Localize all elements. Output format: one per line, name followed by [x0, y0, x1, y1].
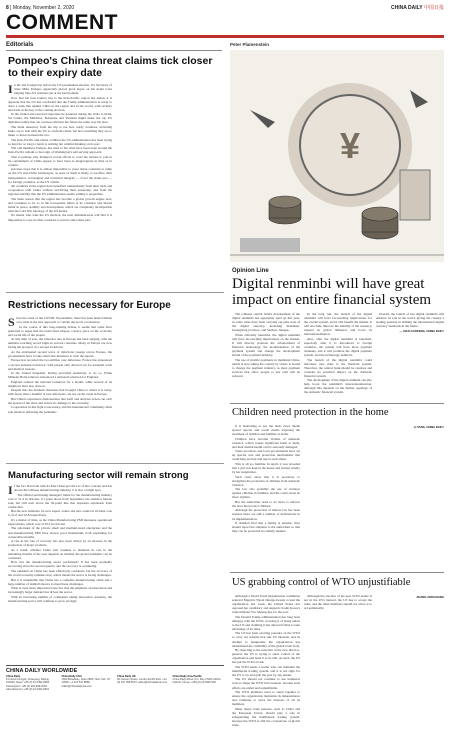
- editorial-2-col-2: [116, 316, 220, 456]
- editorial1-paragraph: previous stops that it is almost impossible to press Asian countries to jump on the US anti-China bandwagon, as none of them is likely to sacrifice their independence, sovereignty and territorial integrity — if not the status quo — for foreign countries, as the US claims.: [8, 167, 112, 184]
- wto-byline: ZHANG ZHOUXIANG: [416, 595, 444, 599]
- editorial-3-col-2: [116, 484, 220, 660]
- editorial-2-col-1: [8, 316, 112, 456]
- opinion-paragraph: When officially launched, the digital renminbi will have far-reaching implications on the market. It will directly promote the advancement of financial technology, the modernization of the payment system and change the development model of the payment industry.: [232, 332, 300, 357]
- editorial3-paragraph: If the fact that trade with its East China province is of dire concern and has shown the Chinese manufacturing industry, it is also a bright spot.: [8, 484, 112, 497]
- children-paragraph: Such cases show that it is necessary to strengthen the protection of children from domestic violence.: [232, 474, 300, 487]
- wto-paragraph: The Donald Trump administration has long been unhappy with the WTO, accusing it of being unfair to the US and claiming it has allowed China to take advantage of its rules.: [232, 614, 300, 631]
- editorial-2-title: Restrictions necessary for Europe: [8, 300, 171, 311]
- page-number: 8: [6, 4, 9, 11]
- children-byline: LI YANG, CHINA DAILY: [413, 425, 444, 429]
- editorial3-paragraph: The official purchasing managers' index for the manufacturing industry rose to 51.4 in October, 0.1 point down from September, the statistics bureau said, but still well above the 50-point line that separates expansion from contraction.: [8, 492, 112, 509]
- editorial1-paragraph: That is perhaps why Pompeo's recent efforts to court the nations to join in its containment of China appear to have been as inappropriate in time as in content.: [8, 154, 112, 167]
- page-date: Monday, November 2, 2020: [12, 4, 75, 11]
- editorial-1-title: Pompeo's China threat claims tick closer to their expiry date: [8, 55, 213, 79]
- worldwide-footer: [6, 665, 224, 741]
- editorial-3-title: Manufacturing sector will remain strong: [8, 470, 189, 481]
- page-header: 8 | Monday, November 2, 2020 CHINA DAILY 中国日报: [6, 4, 444, 11]
- paper-name-cn: 中国日报: [423, 5, 444, 11]
- opinion-paragraph: The Chinese central bank's development of the digital renminbi has apparently sped up this year, as some cities have been carrying out pilot tests of the digital currency, including Shenzhen, Guangdong province, and Suzhou, Jiangsu.: [232, 312, 300, 333]
- opinion-paragraph: Also, after the digital renminbi is launched, especially after it is introduced to foreign countries, the system will have more payment channels, and it will promote the digital payment system, and the technology behind it.: [304, 336, 372, 357]
- editorial2-paragraph: England ordered the national lockdown for a month, while several of its neighbors have also done so.: [8, 379, 112, 388]
- editorial1-drop-cap: I: [8, 83, 13, 96]
- children-paragraph: The law also prohibits the use of violence against children in families, and the courts must be more vigilant.: [232, 487, 300, 500]
- editorial3-paragraph: The epidemic in China has been effectively contained, but the recovery of the world economy remains slow, which means the sector is facing challenges.: [8, 568, 112, 577]
- children-paragraph: It is heartening to see the mass news media spread reports and social media exposing the treatment of children and families at home.: [232, 424, 300, 437]
- editorial3-paragraph: As a result, whether China will continue to maintain its rate in the remaining months of the year depends on whether the global pandemic can be contained.: [8, 547, 112, 560]
- editorial-3-col-1: [8, 484, 112, 660]
- opinion-paragraph: The development of the digital renminbi can also help boost the renminbi's internationalization, although this depends on the further openings of the domestic financial system.: [304, 378, 372, 395]
- editorial2-paragraph: In the course of this long-running debate, it seems that some have preferred to argue that the restrictions impose a heavy price on the economy and social life of the people.: [8, 324, 112, 337]
- editorials-rule: [6, 50, 222, 51]
- opinion-paragraph: Overall, the launch of the digital renminbi will enhance its role in the world, giving the country a leading position in shifting the international digital currency standards in the future.: [376, 312, 444, 329]
- opinion-col-3: [376, 312, 444, 400]
- editorial1-paragraph: Now that his four-country trip to the Indo-Pacific region has ended, it is apparent that the US has concluded that the Trump administration is ready to draw a stark line against China in the region and in the world, with security and trade as the key to the coming election.: [8, 95, 112, 112]
- opinion-col-2: [304, 312, 372, 400]
- footer-col-2: China Daily USA 1500 Broadway, Suite 2800, New York, NY 10036. +1 212 537 8888. editor@chinadailyusa.com: [61, 675, 111, 688]
- opinion-title: Digital renminbi will have great impact on entire financial system: [232, 276, 432, 308]
- divider-4: [230, 572, 444, 573]
- wto-paragraph: Although a World Trade Organization committee selected Nigeria's Ngozi Okonjo-Iweala to lead the organization last week, the United States has opposed her candidacy and supports South Korea's trade minister Yoo Myung-hee for the post.: [232, 594, 300, 615]
- editorial2-paragraph: In the United Kingdom, having prevailed tentatively to do so, Prime Minister Boris Johnson announced a national lockdown for England.: [8, 371, 112, 380]
- children-col-3: [376, 424, 444, 562]
- wto-paragraph: By objecting to the selection of the new director-general, the US is trying to seize control of the organization and bend it to its will. As such, the US has put the WTO at risk.: [232, 648, 300, 665]
- editorial3-paragraph: The sub-index of the private small and medium-sized enterprises and the non-manufacturing PMI have shown good momentum, both expanding for consecutive months.: [8, 526, 112, 539]
- section-masthead: COMMENT: [6, 11, 118, 34]
- editorial3-paragraph: It's a matter of time, as the China Manufacturing PMI measures operational expectations, which rose at 59.3 in October.: [8, 517, 112, 526]
- children-paragraph: Although the protection of minors law has been revised, there are still a number of deficiencies in its implementation.: [232, 508, 300, 521]
- children-paragraph: But the authorities need to do more to enforce the laws that protect children.: [232, 499, 300, 508]
- editorial3-paragraph: But it is undeniable that China has a complete manufacturing chain and a large number of skilled laborers to meet these challenges.: [8, 577, 112, 586]
- editorial3-paragraph: A rise in the rate of recovery has also been driven by an increase in the production of major products.: [8, 539, 112, 548]
- wto-paragraph: Other major trade partners, such as China and the European Union, should play a role in safeguarding the multilateral trading system, because the WTO is still the cornerstone of global trade.: [232, 706, 300, 727]
- children-col-2: [304, 424, 372, 562]
- wto-title: US grabbing control of WTO unjustifiable: [232, 577, 411, 588]
- editorial1-paragraph: In the last foreign trip before the US presidential election, US Secretary of State Mike Pompeo apparently placed great hopes on his Asian tours helping Sino-US relations get at the last moment.: [8, 83, 112, 96]
- editorial3-paragraph: But the new subindex for new export orders and new orders in October rose to 51.0 and 52.8 respectively.: [8, 509, 112, 518]
- footer-title: CHINA DAILY WORLDWIDE: [6, 668, 78, 674]
- editorial3-drop-cap: I: [8, 484, 13, 497]
- editorial1-paragraph: No matter who wins the US election, the next administration will find it is impossible to rope in other countries to join its anti-China plot.: [8, 213, 112, 222]
- footer-col-3: China Daily UK 90 Cannon Street, London EC4N 6HA. +44 (0) 207 398 8270. editor@chinadailyuk.com: [117, 675, 168, 685]
- editorials-label: Editorials: [6, 42, 34, 48]
- opinion-paragraph: In the long run, the launch of the digital renminbi will have far-reaching implications for the overall system, and it will benefit the market. It will also help improve the stability of the currency, expand its global influence and boost its internationalization.: [304, 312, 372, 337]
- editorial2-paragraph: Despite this, the dramatic measures that brought China to where it is today, with fewer than a handful of new infections, are not on the cards in Europe.: [8, 388, 112, 397]
- wto-col-1: [232, 594, 300, 742]
- editorial1-paragraph: The odd members Pompeo has tried to fan what have been done around the Indo-Pacific remain a clear sign of Washington's self-serving approach.: [8, 146, 112, 155]
- opinion-line-label: Opinion Line: [232, 268, 269, 274]
- wto-paragraph: The WTO members need to stand together to ensure the organization maintains its independence and continues to serve the interests of all its members.: [232, 690, 300, 707]
- opinion-paragraph: The launch of the digital renminbi could introduce new risks to the financial system. Therefore, the central bank should be cautious and consider its potential impact on the domestic financial system.: [304, 357, 372, 378]
- wto-col-3: [376, 594, 444, 742]
- editorial2-drop-cap: S: [8, 316, 15, 329]
- editorial2-paragraph: But China's experience demonstrates that swift and decisive action can curb the spread of the virus and reduce its damage to the economy.: [8, 396, 112, 405]
- wto-paragraph: The WTO needs a leader who can maintain the multilateral trading system, and it is not right for the US to try and grab the post by any means.: [232, 664, 300, 677]
- divider-3: [230, 403, 444, 404]
- divider-1: [6, 292, 224, 293]
- wto-paragraph: The US should not continue to use unilateral tools to shape the WTO in its interest, because such efforts are unfair and unjustifiable.: [232, 677, 300, 690]
- editorial-1-col-2: [116, 83, 220, 278]
- editorial3-paragraph: With an increasing number of companies taking innovation seriously, the manufacturing sector will continue to grow strongly.: [8, 594, 112, 603]
- editorial2-paragraph: Europe has recorded the two-million case milestone. France has announced a second national lockdown, with people only allowed out for essential work and medical reasons.: [8, 358, 112, 371]
- paper-name: CHINA DAILY: [391, 5, 423, 11]
- children-paragraph: This is all too familiar. In April, it was revealed that a girl was kept in the house and treated cruelly by her stepmother.: [232, 461, 300, 475]
- editorial-1-col-1: [8, 83, 112, 278]
- editorial2-paragraph: Since the onset of the COVID-19 pandemic, there has been heated debate over what is the best approach to contain the novel coronavirus.: [8, 316, 112, 329]
- editorial2-paragraph: Cooperation in this fight is necessary, and the international community must join hands in defeating the pandemic.: [8, 405, 112, 414]
- editorial1-paragraph: The main reason that the region has become a global growth engine now, and continues to be so in the foreseeable future is its cohesion and shared belief in peace, stability and development, which are completely incompatible with the Cold War ideology of the US hawks.: [8, 196, 112, 213]
- editorial1-paragraph: In the visited and reserved responses he garnered during his visits to India, Sri Lanka, the Maldives, Indonesia and Vietnam might make the top US diplomat realize that our overseas division the future the same way his does.: [8, 112, 112, 125]
- children-title: Children need protection in the home: [232, 407, 389, 418]
- cartoon-artist: Peter Plamenstein: [230, 42, 270, 47]
- editorial3-paragraph: What is even more important is the fact that the emphasis on innovation and increasingly larger demand has driven the sector.: [8, 586, 112, 595]
- children-paragraph: If children find that a family is abusive, they should report the situation to the authorities so that they can be protected in a timely manner.: [232, 521, 300, 534]
- masthead-rule: [6, 35, 444, 38]
- wto-col-2: [304, 594, 372, 742]
- editorial3-paragraph: How has the manufacturing sector performed? It has been gradually recovering since the second quarter, and the recovery is continuing.: [8, 560, 112, 569]
- children-paragraph: Some provinces and local governments have set up special care and protection mechanisms that could help prevent and report such abuse.: [232, 449, 300, 462]
- editorial1-paragraph: The Indo-Pacific anti-China coalition the US administration has been trying so hard for so long to hatch is nothing but wishful thinking on its part.: [8, 137, 112, 146]
- opinion-paragraph: The use of mobile payments in mainland China, which is now taking the country by storm, is bound to change the payment industry, as most payment services that allow people to use cash will be reduced.: [232, 357, 300, 378]
- wto-paragraph: The US has been exerting pressure on the WTO to carry out reforms that suit US interests, and its attempt to manipulate the organization has undermined the credibility of the global trade body.: [232, 631, 300, 648]
- footer-col-4: China Daily Asia Pacific China Daily Africa, P.O. Box 27281-00100, Nairobi, Kenya. +254 (0) 20 6920 900: [172, 675, 222, 685]
- wto-paragraph: Although the election of the new WTO leader is not in the US's interest, the US has to accept the rules, and the other members should not allow it to act unilaterally.: [304, 594, 372, 611]
- editorial1-paragraph: All countries in the region have benefited tremendously from their trade and cooperation with China without sacrificing their autonomy, and from the regional stability that the US administration seems willing to jeopardize.: [8, 184, 112, 197]
- digital-currency-cartoon: [230, 50, 444, 262]
- footer-col-1: China Daily 15 Huixin Dongjie, Chaoyang, Beijing 100029. News: +86 (0) 10 6491-8366. Subscription: +86 (0) 400-699-0203. Advertisement: +86 (0) 10 6491-8631: [6, 675, 50, 691]
- children-col-1: [232, 424, 300, 562]
- opinion-col-1: [232, 312, 300, 400]
- editorial2-paragraph: As the anticipated second wave of infections sweeps across Europe, the governments have to take restrictive measures to curb the spread.: [8, 349, 112, 358]
- children-paragraph: Children have become victims of domestic violence, which causes significant harm to them, and their mental health can be seriously damaged.: [232, 436, 300, 449]
- svg-text:¥: ¥: [339, 125, 361, 166]
- divider-2: [6, 463, 224, 464]
- editorial1-paragraph: The main takeaway from the trip is not how ready countries, including India, are to side with the US to confront China, but how unwilling they are to make a choice between the two.: [8, 124, 112, 138]
- editorial2-paragraph: At this time of year, the infection rate in Europe has been surging, with the numbers reaching record highs in several countries. Many in Europe are now facing the prospect of a second lockdown.: [8, 337, 112, 350]
- opinion-byline: — XIAO GUOFENG, CHINA DAILY: [399, 329, 444, 334]
